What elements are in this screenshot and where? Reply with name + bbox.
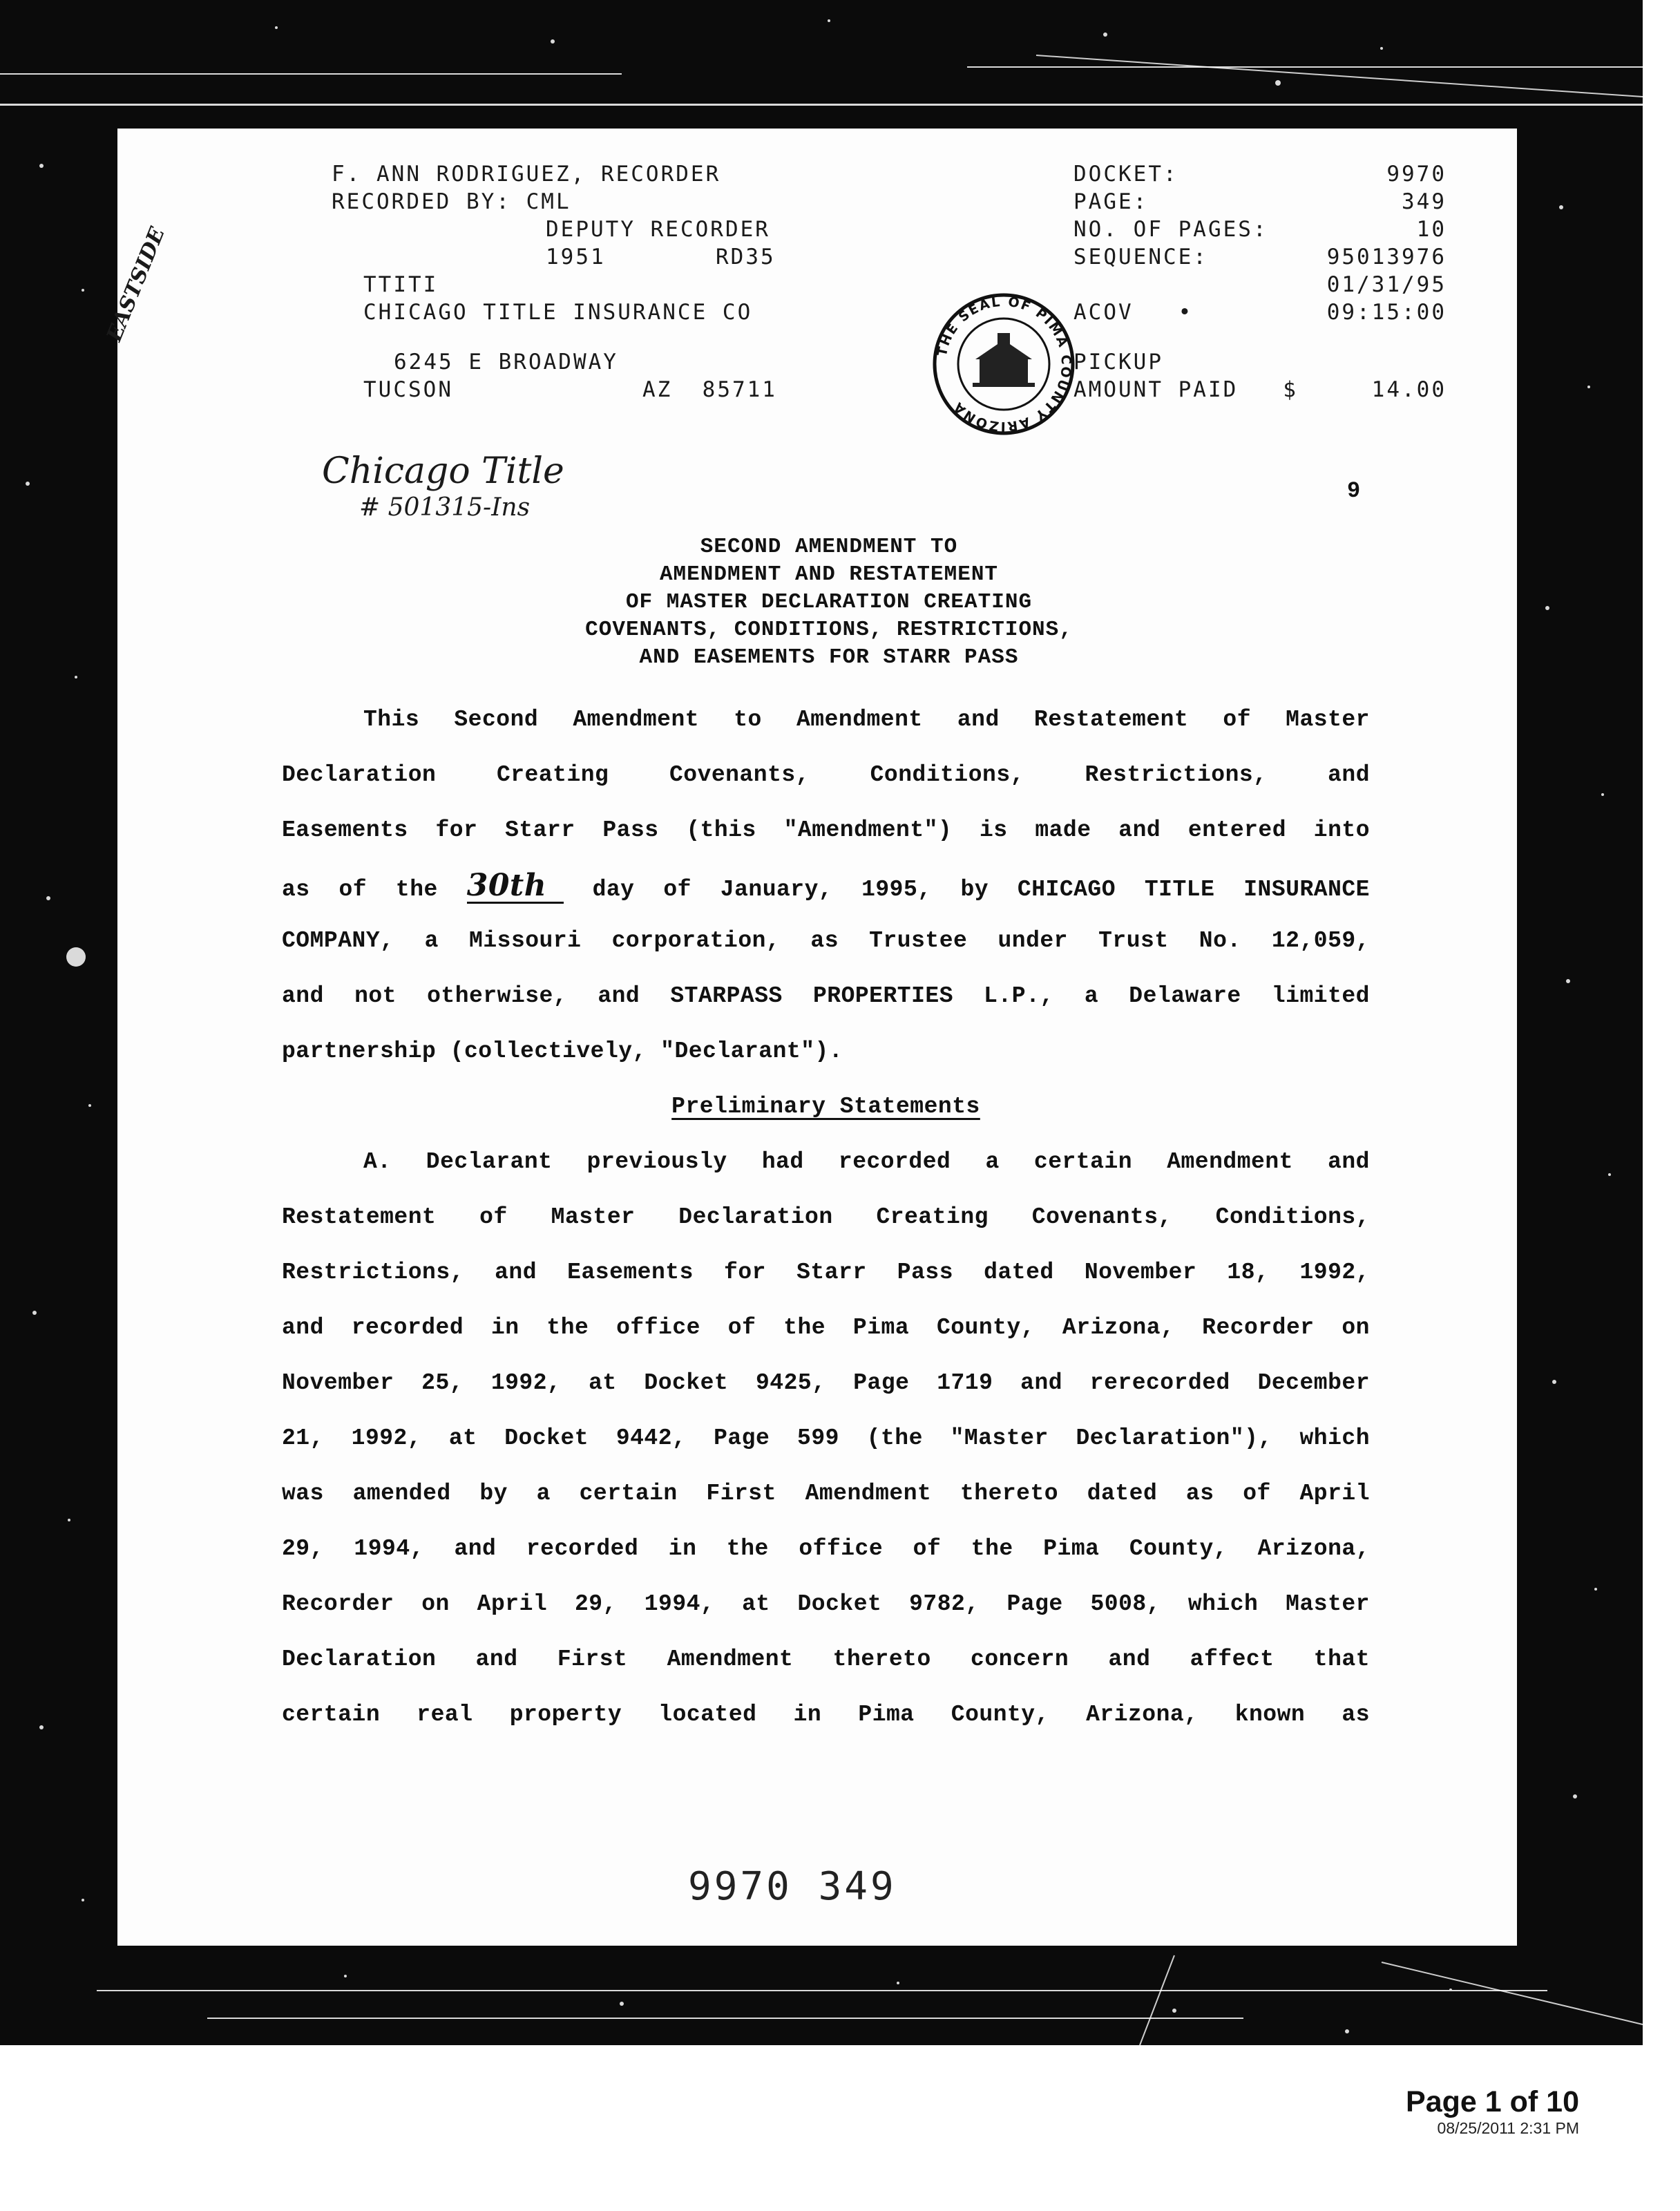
recorder-company: CHICAGO TITLE INSURANCE CO [363, 300, 753, 325]
deputy-recorder: DEPUTY RECORDER [546, 217, 770, 242]
body-line: 21, 1992, at Docket 9442, Page 599 (the "Master Declaration"), which [282, 1425, 1370, 1451]
body-line: November 25, 1992, at Docket 9425, Page 1719 and rerecorded December [282, 1370, 1370, 1396]
recorder-name: F. ANN RODRIGUEZ, RECORDER [332, 162, 721, 187]
body-line: This Second Amendment to Amendment and Restatement of Master [363, 707, 1370, 732]
body-line: partnership (collectively, "Declarant"). [282, 1038, 843, 1064]
page-counter [1406, 2085, 1579, 2138]
document-page [102, 129, 1517, 1946]
body-line: Declaration Creating Covenants, Conditions, Restrictions, and [282, 762, 1370, 788]
recorder-ref: TTITI [363, 272, 439, 297]
docket-row: PAGE: 349 [1073, 189, 1447, 214]
recorder-street: 6245 E BROADWAY [394, 350, 618, 374]
handwritten-order-number: # 501315-Ins [359, 493, 531, 522]
eastside-stamp: EASTSIDE [102, 224, 170, 345]
svg-text:THE SEAL OF PIMA COUNTY ARIZON: THE SEAL OF PIMA COUNTY ARIZONA [934, 294, 1074, 435]
recorder-state-zip: AZ 85711 [642, 377, 777, 402]
docket-row: AMOUNT PAID $ 14.00 [1073, 377, 1447, 402]
body-line: and not otherwise, and STARPASS PROPERTIES L.P., a Delaware limited [282, 983, 1370, 1009]
recorded-by: RECORDED BY: CML [332, 189, 571, 214]
docket-row: PICKUP [1073, 350, 1163, 374]
page-number-label: Page 1 of 10 [1406, 2085, 1579, 2118]
county-seal-icon [931, 292, 1076, 437]
docket-table [1073, 162, 1447, 405]
recorder-station: RD35 [716, 245, 776, 269]
body-line: A. Declarant previously had recorded a certain Amendment and [363, 1149, 1370, 1175]
docket-row: ACOV • 09:15:00 [1073, 300, 1447, 325]
body-line: Declaration and First Amendment thereto concern and affect that [282, 1647, 1370, 1672]
handwritten-company: Chicago Title [322, 450, 564, 492]
body-line: Easements for Starr Pass (this "Amendment") is made and entered into [282, 817, 1370, 843]
docket-row [1073, 328, 1447, 350]
body-line-date: as of the 30th day of January, 1995, by CHICAGO TITLE INSURANCE [282, 858, 1370, 913]
body-line: was amended by a certain First Amendment thereto dated as of April [282, 1481, 1370, 1506]
handwritten-day: 30th [467, 858, 564, 913]
body-line: Recorder on April 29, 1994, at Docket 9782, Page 5008, which Master [282, 1591, 1370, 1617]
body-line: 29, 1994, and recorded in the office of the Pima County, Arizona, [282, 1536, 1370, 1562]
docket-row: 01/31/95 [1326, 272, 1447, 297]
document-body [282, 692, 1370, 1743]
body-line: Restatement of Master Declaration Creating Covenants, Conditions, [282, 1204, 1370, 1230]
docket-row: DOCKET: 9970 [1073, 162, 1447, 187]
section-heading: Preliminary Statements [671, 1094, 980, 1119]
body-line: Restrictions, and Easements for Starr Pass dated November 18, 1992, [282, 1260, 1370, 1285]
docket-row: NO. OF PAGES: 10 [1073, 217, 1447, 242]
recorder-city: TUCSON [363, 377, 453, 402]
body-line: and recorded in the office of the Pima County, Arizona, Recorder on [282, 1315, 1370, 1340]
docket-row: SEQUENCE: 95013976 [1073, 245, 1447, 269]
body-line: certain real property located in Pima County, Arizona, known as [282, 1702, 1370, 1727]
recorder-code: 1951 [546, 245, 606, 269]
corner-number: 9 [1347, 478, 1361, 504]
document-title: SECOND AMENDMENT TO AMENDMENT AND RESTATEMENT OF MASTER DECLARATION CREATING COVENANTS, CONDITIONS, RESTRICTIONS, AND EASEMENTS FOR STARR PASS [585, 535, 1073, 670]
footer-docket-number: 9970 349 [688, 1864, 897, 1909]
body-line: COMPANY, a Missouri corporation, as Trustee under Trust No. 12,059, [282, 928, 1370, 953]
print-timestamp: 08/25/2011 2:31 PM [1437, 2119, 1579, 2137]
